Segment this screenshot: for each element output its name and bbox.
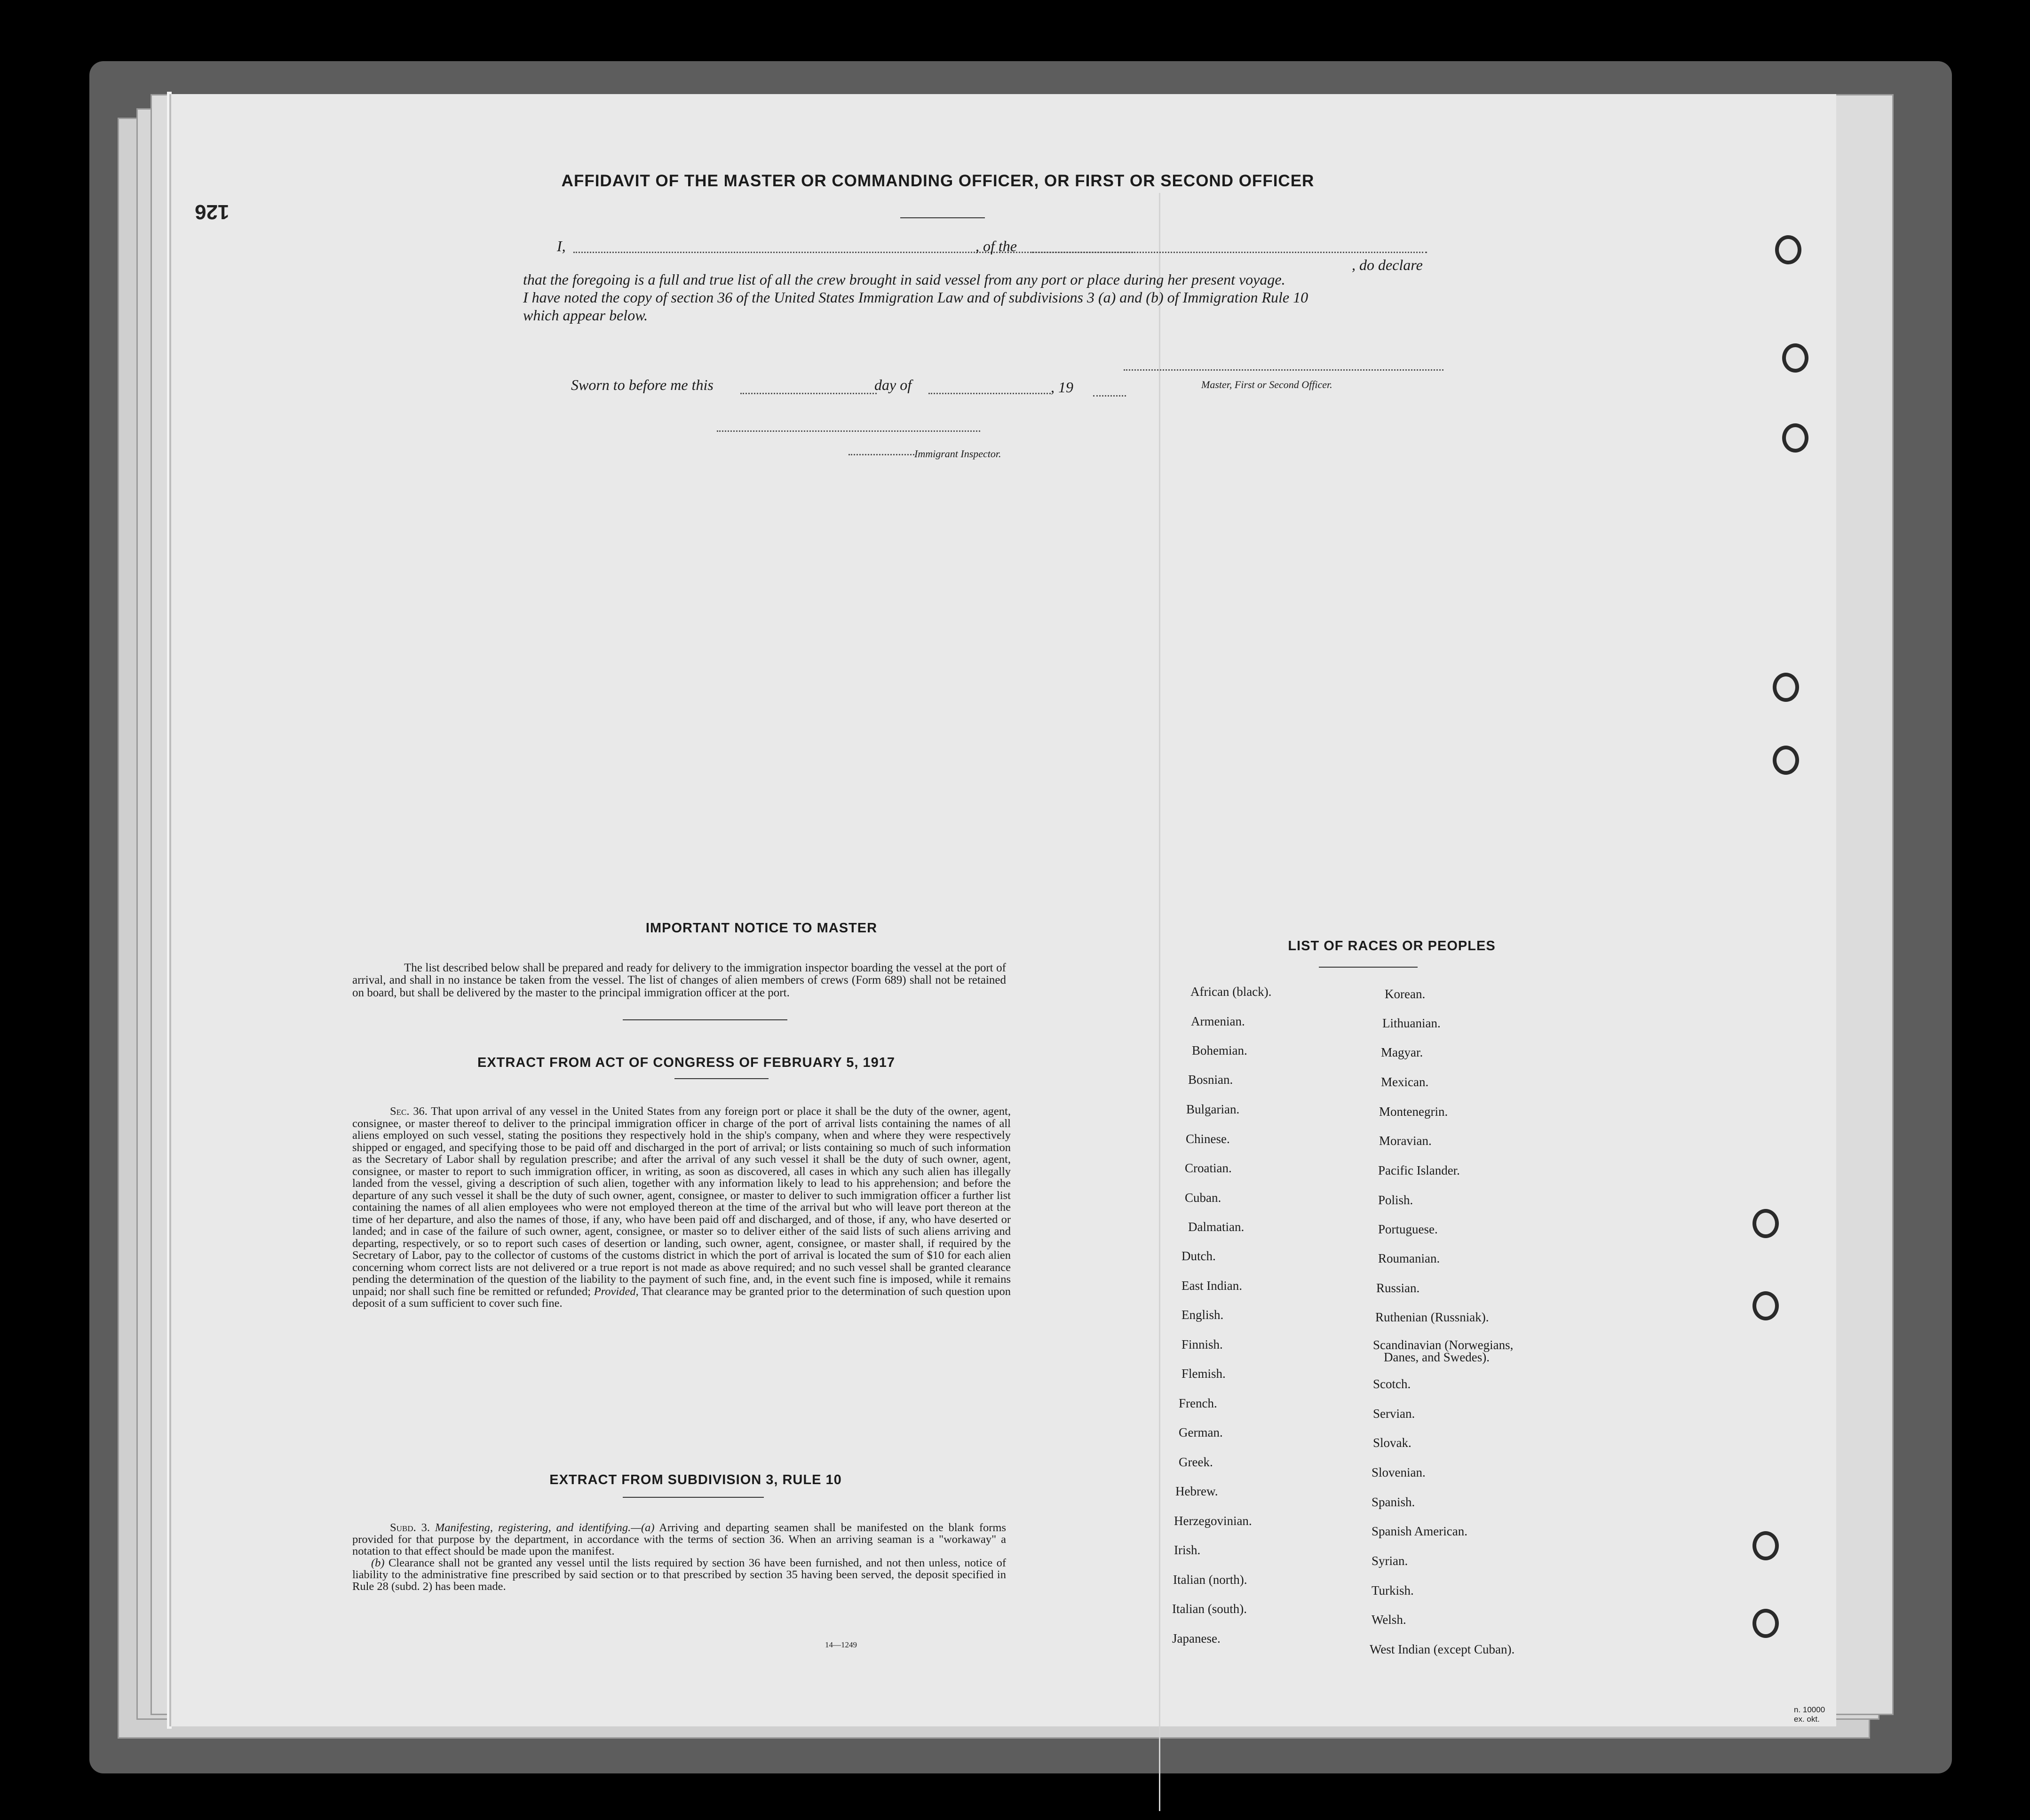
affidavit-i-label: I, (557, 238, 566, 254)
race-item: Spanish. (1372, 1495, 1415, 1509)
binder-hole-icon (1782, 343, 1808, 373)
act-heading: EXTRACT FROM ACT OF CONGRESS OF FEBRUARY 5, 1917 (477, 1055, 896, 1070)
race-item: Syrian. (1372, 1554, 1408, 1568)
race-item: Cuban. (1185, 1191, 1221, 1205)
month-field[interactable] (928, 393, 1051, 394)
inspector-dotline (848, 454, 914, 455)
act-provided: Provided, (594, 1285, 639, 1298)
form-code: 14—1249 (825, 1640, 857, 1649)
race-item: West Indian (except Cuban). (1370, 1642, 1515, 1656)
rule-part-a: Arriving and departing seamen shall be manifested on the blank forms provided for that purpose by the department, in accordance with the terms of section 36. When an arriving seaman is a "workaway" a notation to that effect should be made upon the manifest. (352, 1521, 1007, 1558)
race-item: Italian (north). (1173, 1573, 1247, 1587)
affidavit-do-declare-label: , do declare (1352, 256, 1423, 273)
binder-hole-icon (1775, 235, 1801, 264)
binder-hole-icon (1773, 746, 1799, 775)
race-item: Dalmatian. (1188, 1220, 1245, 1234)
race-item: Lithuanian. (1382, 1016, 1441, 1030)
act-section-text-end: That clearance may be granted prior to the determination of such question upon deposit of a sum sufficient to cover such fine. (352, 1285, 1011, 1310)
race-item: Mexican. (1381, 1075, 1429, 1089)
binder-hole-icon (1752, 1209, 1779, 1238)
race-item: Finnish. (1182, 1337, 1223, 1351)
race-item: African (black). (1190, 985, 1272, 999)
act-section-label: Sec. 36. (390, 1105, 428, 1118)
notice-rule (623, 1019, 787, 1020)
race-item: Turkish. (1372, 1583, 1414, 1597)
race-item: Flemish. (1182, 1367, 1226, 1381)
race-item: German. (1179, 1425, 1223, 1439)
race-item: Greek. (1179, 1455, 1213, 1469)
race-item: Russian. (1376, 1281, 1420, 1295)
race-item: Chinese. (1186, 1132, 1230, 1146)
race-item: Korean. (1385, 987, 1426, 1001)
sworn-label: Sworn to before me this (571, 376, 714, 393)
rule-rule (623, 1497, 764, 1498)
affidavit-line-4: which appear below. (523, 307, 648, 324)
master-caption: Master, First or Second Officer. (1201, 379, 1332, 390)
race-item: Roumanian. (1378, 1251, 1440, 1265)
race-item: Slovenian. (1372, 1465, 1426, 1479)
race-item: French. (1179, 1396, 1217, 1410)
binder-hole-icon (1752, 1531, 1779, 1560)
binder-hole-icon (1782, 423, 1808, 453)
affidavit-heading: AFFIDAVIT OF THE MASTER OR COMMANDING OFFICER, OR FIRST OR SECOND OFFICER (561, 172, 1315, 190)
race-item: Portuguese. (1378, 1222, 1438, 1236)
master-signature-field[interactable] (1124, 369, 1443, 371)
race-item: Herzegovinian. (1174, 1514, 1252, 1528)
inspector-caption: Immigrant Inspector. (914, 448, 1001, 460)
races-heading: LIST OF RACES OR PEOPLES (1288, 938, 1496, 954)
race-item: Bulgarian. (1186, 1102, 1240, 1116)
race-item: Servian. (1373, 1407, 1415, 1421)
heading-rule (900, 217, 985, 218)
race-item: Montenegrin. (1379, 1105, 1448, 1119)
race-item: Danes, and Swedes). (1384, 1350, 1490, 1364)
rule-part-a-label: —(a) (631, 1521, 655, 1534)
rule-part-b-label: (b) (371, 1557, 385, 1569)
race-item: Magyar. (1381, 1045, 1423, 1059)
race-item: English. (1182, 1308, 1224, 1322)
race-item: Spanish American. (1372, 1524, 1467, 1538)
race-item: Slovak. (1373, 1436, 1411, 1450)
notice-text: The list described below shall be prepared and ready for delivery to the immigration inspector boarding the vessel at the port of arrival, and shall in no instance be taken from the vessel. The list of changes of alien members of crews (Form 689) shall not be retained on board, but shall be delivered by the master to the principal immigration officer at the port. (352, 962, 1006, 999)
race-item: Hebrew. (1175, 1484, 1218, 1498)
year-field[interactable] (1093, 395, 1126, 397)
race-item: Irish. (1174, 1543, 1201, 1557)
day-of-label: day of (874, 376, 912, 393)
binder-hole-icon (1773, 673, 1799, 702)
act-text-block (352, 1105, 1011, 1310)
affidavit-of-the-label: , of the (975, 238, 1017, 254)
page-number: 126 (195, 200, 230, 223)
rule-subd-title: Manifesting, registering, and identifying. (435, 1521, 631, 1534)
rule-part-b: Clearance shall not be granted any vessel until the lists required by section 36 have been furnished, and not then unless, notice of liability to the administrative fine prescribed by said section or to that prescribed by section 35 having been served, the deposit specified in Rule 28 (subd. 2) has been made. (352, 1557, 1007, 1593)
notice-heading: IMPORTANT NOTICE TO MASTER (645, 921, 878, 936)
page-fold (1159, 193, 1160, 1811)
race-item: Italian (south). (1172, 1602, 1247, 1616)
race-item: Bohemian. (1192, 1043, 1247, 1057)
act-section-text: That upon arrival of any vessel in the United States from any foreign port or place it shall be the duty of the owner, agent, consignee, or master thereof to deliver to the principal immigration officer in charge of the port of arrival lists containing the names of all aliens employed on such vessel, stating the positions they respectively hold in the ship's company, when and where they were respectively shipped or engaged, and specifying those to be paid off and discharged in the port of arrival; or lists containing so much of such information as the Secretary of Labor shall by regulation prescribe; and after the arrival of any such vessel it shall be the duty of such owner, agent, consignee, or master to report to such immigration officer, in writing, as soon as discovered, all cases in which any such alien has illegally landed from the vessel, giving a description of such alien, together with any information likely to lead to his apprehension; and before the departure of any such vessel it shall be the duty of such owner, agent, consignee, or master to deliver to such immigration officer a further list containing the names of all alien employees who were not employed thereon at the time of the arrival but who will leave port thereon at the time of her departure, and also the names of those, if any, who have been paid off and discharged, and of those, if any, who have deserted or landed; and in case of the failure of such owner, agent, consignee, or master so to deliver either of the said lists of such aliens arriving and departing, respectively, or so to report such cases of desertion or landing, such owner, agent, consignee, or master shall, if required by the Secretary of Labor, pay to the collector of customs of the customs district in which the port of arrival is located the sum of $10 for each alien concerning whom correct lists are not delivered or a true report is not made as above required; and no such vessel shall be granted clearance pending the determination of the question of the liability to the payment of such fine, and, in the event such fine is imposed, while it remains unpaid; nor shall such fine be remitted or refunded; (352, 1105, 1011, 1298)
year-label: , 19 (1051, 379, 1073, 396)
race-item: Japanese. (1172, 1631, 1221, 1645)
affidavit-line-3: I have noted the copy of section 36 of the United States Immigration Law and of subdivisions 3 (a) and (b) of Immigration Rule 10 (523, 289, 1308, 306)
document-page (169, 94, 1836, 1726)
race-item: Scandinavian (Norwegians, (1373, 1338, 1514, 1352)
vessel-field[interactable] (1032, 252, 1427, 253)
affidavit-line-2: that the foregoing is a full and true list of all the crew brought in said vessel from any port or place during her present voyage. (523, 271, 1285, 288)
race-item: Bosnian. (1188, 1073, 1233, 1087)
race-item: Armenian. (1191, 1014, 1245, 1028)
race-item: East Indian. (1182, 1279, 1242, 1293)
race-item: Dutch. (1182, 1249, 1216, 1263)
binder-hole-icon (1752, 1609, 1779, 1638)
race-item: Polish. (1378, 1193, 1413, 1207)
rule-heading: EXTRACT FROM SUBDIVISION 3, RULE 10 (549, 1472, 842, 1487)
race-item: Welsh. (1372, 1613, 1406, 1627)
race-item: Scotch. (1373, 1377, 1411, 1391)
binder-hole-icon (1752, 1291, 1779, 1320)
day-field[interactable] (740, 393, 877, 394)
inspector-signature-field[interactable] (717, 430, 980, 432)
rule-text-block (352, 1522, 1006, 1592)
rule-subd-label: Subd. 3. (390, 1521, 430, 1534)
race-item: Moravian. (1379, 1134, 1432, 1148)
corner-print: n. 10000 ex. okt. (1794, 1705, 1825, 1724)
race-item: Croatian. (1185, 1161, 1232, 1175)
races-rule (1319, 967, 1418, 968)
act-rule (674, 1078, 769, 1079)
race-item: Pacific Islander. (1378, 1163, 1460, 1177)
race-item: Ruthenian (Russniak). (1375, 1310, 1489, 1324)
